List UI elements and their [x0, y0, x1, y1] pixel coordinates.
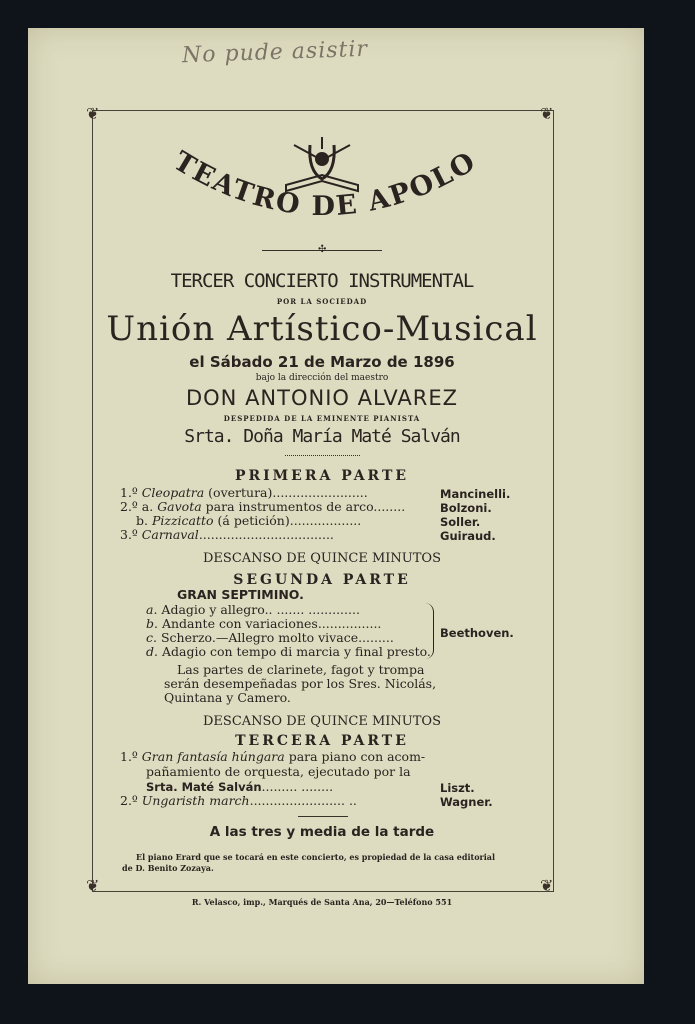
intermission-1: DESCANSO DE QUINCE MINUTOS: [203, 551, 441, 566]
part2-heading: SEGUNDA PARTE: [233, 572, 411, 588]
program-item: pañamiento de orquesta, ejecutado por la: [146, 764, 411, 779]
composer: Bolzoni.: [440, 501, 492, 515]
performers-note: serán desempeñadas por los Sres. Nicolás,: [164, 676, 437, 691]
concert-date: el Sábado 21 de Marzo de 1896: [189, 353, 455, 371]
program-item: 2.º a. Gavota para instrumentos de arco........: [120, 499, 406, 514]
program-item: b. Andante con variaciones................: [146, 616, 382, 631]
part3-heading: TERCERA PARTE: [235, 733, 409, 749]
farewell-line: DESPEDIDA DE LA EMINENTE PIANISTA: [223, 414, 421, 423]
composer: Guiraud.: [440, 529, 496, 543]
program-item: 1.º Cleopatra (overtura)........................: [120, 485, 368, 500]
composer: Mancinelli.: [440, 487, 511, 501]
direction-line: bajo la dirección del maestro: [255, 373, 389, 383]
svg-text:TEATRO DE APOLO: TEATRO DE APOLO: [168, 145, 482, 223]
program-item: 2.º Ungaristh march........................ ..: [120, 793, 357, 808]
corner-ornament-icon: ❦: [86, 104, 100, 123]
corner-ornament-icon: ❦: [540, 104, 554, 123]
section-divider: [285, 455, 360, 457]
handwritten-note: No pude asistir: [181, 36, 369, 69]
conductor-name: DON ANTONIO ALVAREZ: [185, 386, 458, 410]
pianist-name: Srta. Doña María Maté Salván: [184, 426, 460, 447]
concert-title: TERCER CONCIERTO INSTRUMENTAL: [170, 270, 474, 292]
time-line: A las tres y media de la tarde: [209, 824, 435, 840]
intermission-2: DESCANSO DE QUINCE MINUTOS: [203, 714, 441, 729]
program-item: b. Pizzicatto (á petición)..................: [136, 513, 362, 528]
corner-ornament-icon: ❦: [540, 876, 554, 895]
printer-line: R. Velasco, imp., Marqués de Santa Ana, 20—Teléfono 551: [191, 897, 453, 907]
program-item: c. Scherzo.—Allegro molto vivace.........: [146, 630, 394, 645]
composer: Beethoven.: [440, 626, 514, 640]
program-item: d. Adagio con tempo di marcia y final presto.: [146, 644, 431, 659]
program-item: Srta. Maté Salván......... ........: [146, 779, 334, 794]
society-name: Unión Artístico-Musical: [106, 309, 538, 349]
performers-note: Las partes de clarinete, fagot y trompa: [177, 662, 425, 677]
part2-subheading: GRAN SEPTIMINO.: [177, 587, 304, 602]
title-divider: ✣: [262, 250, 382, 251]
theatre-title: [160, 145, 490, 245]
composer: Wagner.: [440, 795, 493, 809]
piano-note: de D. Benito Zozaya.: [122, 863, 214, 873]
composer: Soller.: [440, 515, 481, 529]
part1-heading: PRIMERA PARTE: [234, 468, 410, 484]
program-item: 1.º Gran fantasía húngara para piano con acom-: [120, 749, 426, 764]
performers-note: Quintana y Camero.: [164, 690, 291, 705]
program-item: 3.º Carnaval..................................: [120, 527, 334, 542]
corner-ornament-icon: ❦: [86, 876, 100, 895]
program-item: a. Adagio y allegro.. ....... .............: [146, 602, 360, 617]
piano-note: El piano Erard que se tocará en este concierto, es propiedad de la casa editorial: [136, 852, 496, 862]
por-la-sociedad: POR LA SOCIEDAD: [276, 297, 368, 306]
composer: Liszt.: [440, 781, 475, 795]
brace: [425, 603, 434, 659]
section-divider: [298, 816, 348, 817]
